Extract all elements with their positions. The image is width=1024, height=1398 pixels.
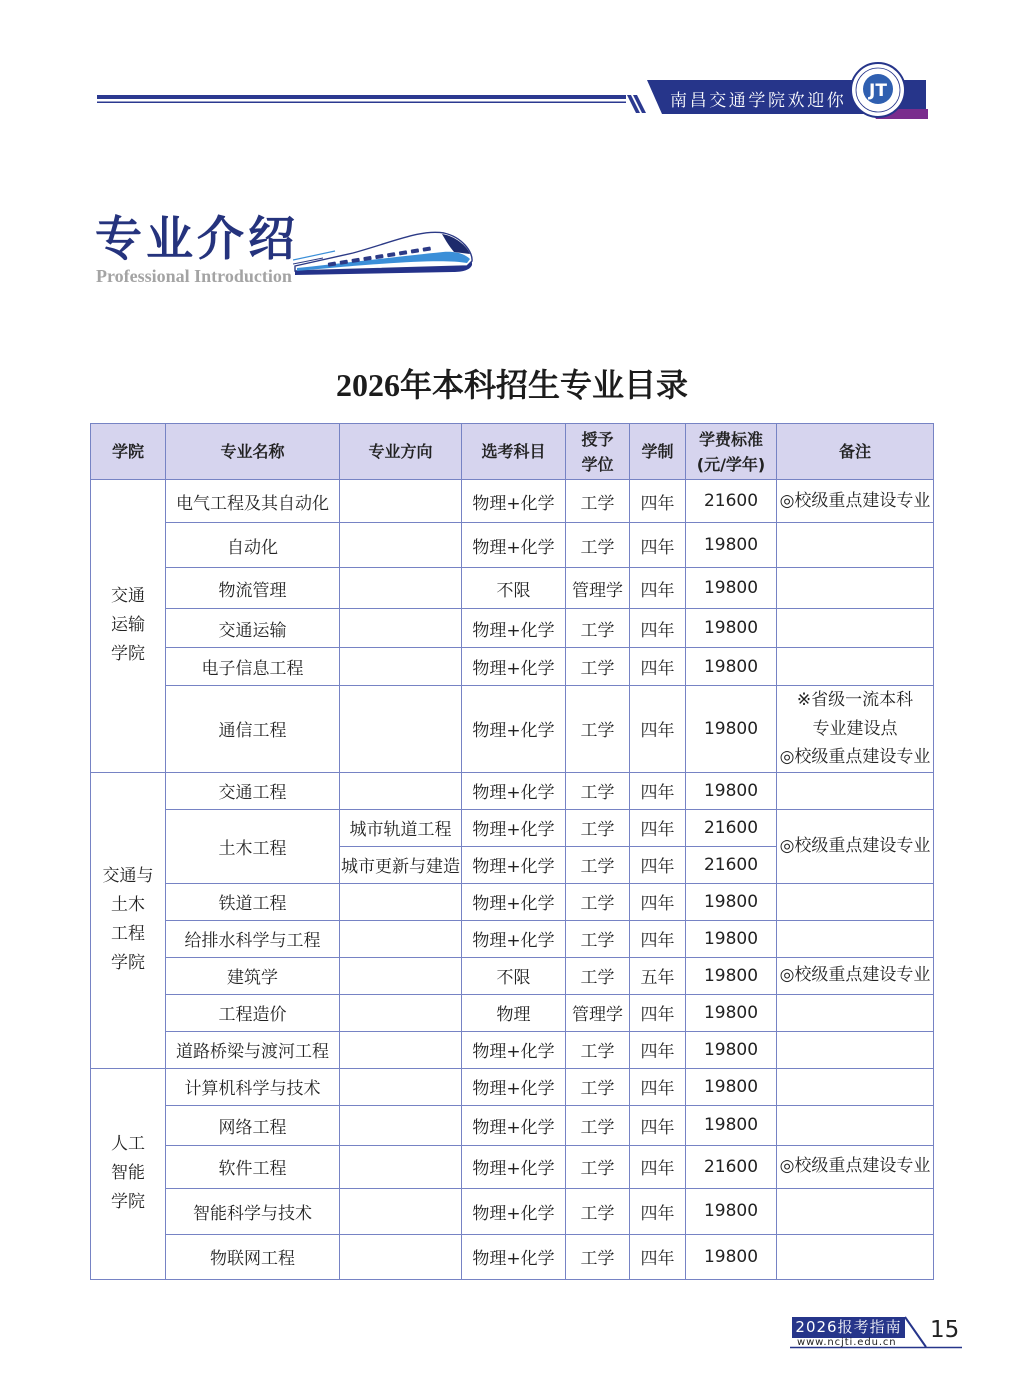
- major-direction: [340, 883, 462, 920]
- elective-subjects: 物理+化学: [462, 609, 566, 648]
- major-direction: [340, 994, 462, 1031]
- elective-subjects: 物理+化学: [462, 1145, 566, 1188]
- table-row: [91, 994, 934, 1031]
- major-name: 给排水科学与工程: [166, 920, 340, 957]
- college-name-line: 智能: [111, 1163, 145, 1183]
- tuition: 19800: [686, 994, 777, 1031]
- tuition: 19800: [686, 1068, 777, 1105]
- elective-subjects: 物理: [462, 994, 566, 1031]
- note: [777, 523, 934, 568]
- degree: 工学: [566, 957, 630, 994]
- note: [777, 883, 934, 920]
- degree: 工学: [566, 846, 630, 883]
- note-line: ◎校级重点建设专业: [779, 1156, 931, 1177]
- note: [777, 957, 934, 994]
- header-rule-thin: [97, 102, 626, 104]
- elective-subjects: 物理+化学: [462, 1031, 566, 1068]
- duration: 四年: [630, 1234, 686, 1279]
- duration: 五年: [630, 957, 686, 994]
- tuition: 19800: [686, 1105, 777, 1145]
- note: [777, 1145, 934, 1188]
- catalog-title: 2026年本科招生专业目录: [335, 367, 688, 403]
- tuition: 19800: [686, 523, 777, 568]
- degree: 工学: [566, 809, 630, 846]
- tuition: 19800: [686, 957, 777, 994]
- elective-subjects: 物理+化学: [462, 772, 566, 809]
- table-row: [91, 568, 934, 609]
- degree: 工学: [566, 883, 630, 920]
- note-line: ※省级一流本科: [796, 690, 914, 710]
- note: [777, 686, 934, 773]
- major-name: 电气工程及其自动化: [166, 480, 340, 523]
- duration: 四年: [630, 994, 686, 1031]
- degree: 管理学: [566, 994, 630, 1031]
- table-row: [91, 809, 934, 846]
- note: [777, 772, 934, 809]
- table-row: [91, 523, 934, 568]
- table-row: [91, 609, 934, 648]
- note: [777, 1188, 934, 1234]
- duration: 四年: [630, 609, 686, 648]
- major-direction: [340, 686, 462, 773]
- col-header-college: 学院: [91, 424, 166, 480]
- elective-subjects: 物理+化学: [462, 1188, 566, 1234]
- note: [777, 809, 934, 883]
- college-name-line: 交通: [111, 586, 145, 607]
- elective-subjects: 不限: [462, 957, 566, 994]
- logo-monogram: JT: [869, 81, 887, 101]
- duration: 四年: [630, 1068, 686, 1105]
- tuition: 21600: [686, 480, 777, 523]
- major-name: 网络工程: [166, 1105, 340, 1145]
- elective-subjects: 物理+化学: [462, 648, 566, 686]
- major-name: 计算机科学与技术: [166, 1068, 340, 1105]
- elective-subjects: 物理+化学: [462, 1068, 566, 1105]
- elective-subjects: 物理+化学: [462, 480, 566, 523]
- header-rule-thick: [97, 95, 626, 99]
- note-line: ◎校级重点建设专业: [779, 747, 931, 767]
- note: [777, 568, 934, 609]
- college-cell: [91, 772, 166, 1068]
- elective-subjects: 物理+化学: [462, 686, 566, 773]
- tuition: 19800: [686, 686, 777, 773]
- table-row: [91, 686, 934, 773]
- major-direction: [340, 957, 462, 994]
- college-name-line: 工程: [111, 924, 145, 944]
- col-header-note: 备注: [777, 424, 934, 480]
- website-url: www.ncjti.edu.cn: [797, 1337, 897, 1348]
- section-title: 专业介绍: [95, 212, 299, 267]
- col-header-degree-line: 学位: [581, 454, 614, 474]
- table-row: [91, 920, 934, 957]
- major-direction: [340, 1188, 462, 1234]
- tuition: 19800: [686, 648, 777, 686]
- degree: 工学: [566, 686, 630, 773]
- duration: 四年: [630, 686, 686, 773]
- major-name: 建筑学: [166, 957, 340, 994]
- table-row: [91, 1188, 934, 1234]
- major-name: 道路桥梁与渡河工程: [166, 1031, 340, 1068]
- degree: 工学: [566, 609, 630, 648]
- col-header-duration: 学制: [630, 424, 686, 480]
- note: [777, 994, 934, 1031]
- duration: 四年: [630, 480, 686, 523]
- table-header-row: [91, 424, 934, 480]
- section-subtitle: Professional Introduction: [96, 266, 292, 286]
- duration: 四年: [630, 648, 686, 686]
- elective-subjects: 物理+化学: [462, 846, 566, 883]
- table-row: [91, 772, 934, 809]
- note: [777, 648, 934, 686]
- duration: 四年: [630, 1105, 686, 1145]
- table-row: [91, 957, 934, 994]
- degree: 工学: [566, 480, 630, 523]
- table-row: [91, 883, 934, 920]
- duration: 四年: [630, 568, 686, 609]
- tuition: 19800: [686, 1031, 777, 1068]
- college-name-line: 人工: [111, 1134, 145, 1154]
- note-line: ◎校级重点建设专业: [779, 835, 931, 856]
- tuition: 19800: [686, 920, 777, 957]
- degree: 工学: [566, 1188, 630, 1234]
- guide-label: 2026报考指南: [792, 1317, 905, 1338]
- elective-subjects: 物理+化学: [462, 523, 566, 568]
- major-direction: [340, 609, 462, 648]
- col-header-tuition-line: (元/学年): [696, 454, 766, 474]
- college-name-line: 学院: [111, 644, 145, 665]
- degree: 工学: [566, 1068, 630, 1105]
- table-row: [91, 480, 934, 523]
- major-name: 智能科学与技术: [166, 1188, 340, 1234]
- tuition: 19800: [686, 1234, 777, 1279]
- college-name-line: 交通与: [102, 866, 154, 886]
- degree: 工学: [566, 1031, 630, 1068]
- major-direction: [340, 1068, 462, 1105]
- major-direction: [340, 1031, 462, 1068]
- degree: 工学: [566, 523, 630, 568]
- major-name: 物流管理: [166, 568, 340, 609]
- elective-subjects: 物理+化学: [462, 920, 566, 957]
- major-name: 铁道工程: [166, 883, 340, 920]
- elective-subjects: 物理+化学: [462, 809, 566, 846]
- col-header-tuition-line: 学费标准: [698, 429, 763, 449]
- major-direction: [340, 1145, 462, 1188]
- duration: 四年: [630, 772, 686, 809]
- tuition: 21600: [686, 846, 777, 883]
- col-header-major: 专业名称: [166, 424, 340, 480]
- tuition: 21600: [686, 1145, 777, 1188]
- header-banner: [0, 0, 1024, 130]
- col-header-degree-line: 授予: [581, 429, 614, 449]
- school-logo: [851, 63, 905, 117]
- major-direction: [340, 920, 462, 957]
- major-direction: [340, 648, 462, 686]
- elective-subjects: 不限: [462, 568, 566, 609]
- major-direction: [340, 1234, 462, 1279]
- page-number: 15: [930, 1317, 960, 1343]
- note: [777, 1105, 934, 1145]
- duration: 四年: [630, 920, 686, 957]
- major-direction: [340, 523, 462, 568]
- degree: 管理学: [566, 568, 630, 609]
- note: [777, 1234, 934, 1279]
- table-row: [91, 648, 934, 686]
- tuition: 19800: [686, 609, 777, 648]
- college-cell: [91, 1068, 166, 1279]
- major-name: 交通工程: [166, 772, 340, 809]
- major-name: 工程造价: [166, 994, 340, 1031]
- note: [777, 480, 934, 523]
- degree: 工学: [566, 920, 630, 957]
- major-name: 软件工程: [166, 1145, 340, 1188]
- duration: 四年: [630, 1188, 686, 1234]
- note-line: 专业建设点: [812, 718, 898, 739]
- degree: 工学: [566, 772, 630, 809]
- train-illustration: [293, 224, 475, 276]
- table-row: [91, 1145, 934, 1188]
- tuition: 21600: [686, 809, 777, 846]
- major-name: 通信工程: [166, 686, 340, 773]
- degree: 工学: [566, 648, 630, 686]
- duration: 四年: [630, 809, 686, 846]
- elective-subjects: 物理+化学: [462, 883, 566, 920]
- tuition: 19800: [686, 883, 777, 920]
- catalog-table: [90, 423, 934, 1280]
- elective-subjects: 物理+化学: [462, 1105, 566, 1145]
- major-direction: 城市轨道工程: [340, 809, 462, 846]
- duration: 四年: [630, 846, 686, 883]
- degree: 工学: [566, 1234, 630, 1279]
- elective-subjects: 物理+化学: [462, 1234, 566, 1279]
- college-cell: [91, 480, 166, 773]
- major-name: 电子信息工程: [166, 648, 340, 686]
- col-header-tuition: [686, 424, 777, 480]
- table-row: [91, 1031, 934, 1068]
- college-name-line: 运输: [111, 615, 145, 636]
- duration: 四年: [630, 523, 686, 568]
- table-row: [91, 1068, 934, 1105]
- major-name: 自动化: [166, 523, 340, 568]
- col-header-degree: [566, 424, 630, 480]
- note-line: ◎校级重点建设专业: [779, 490, 931, 511]
- major-direction: [340, 772, 462, 809]
- tuition: 19800: [686, 1188, 777, 1234]
- major-direction: [340, 480, 462, 523]
- major-name: 土木工程: [166, 809, 340, 883]
- col-header-direction: 专业方向: [340, 424, 462, 480]
- note: [777, 1068, 934, 1105]
- degree: 工学: [566, 1145, 630, 1188]
- degree: 工学: [566, 1105, 630, 1145]
- duration: 四年: [630, 1145, 686, 1188]
- college-name-line: 学院: [111, 953, 145, 973]
- table-row: [91, 1105, 934, 1145]
- major-name: 物联网工程: [166, 1234, 340, 1279]
- college-name-line: 土木: [111, 895, 145, 915]
- note: [777, 920, 934, 957]
- major-direction: 城市更新与建造: [340, 846, 462, 883]
- duration: 四年: [630, 883, 686, 920]
- major-direction: [340, 568, 462, 609]
- duration: 四年: [630, 1031, 686, 1068]
- col-header-subjects: 选考科目: [462, 424, 566, 480]
- note-line: ◎校级重点建设专业: [779, 965, 931, 986]
- note: [777, 609, 934, 648]
- banner-welcome-text: 南昌交通学院欢迎你: [670, 91, 847, 111]
- tuition: 19800: [686, 772, 777, 809]
- tuition: 19800: [686, 568, 777, 609]
- college-name-line: 学院: [111, 1192, 145, 1212]
- note: [777, 1031, 934, 1068]
- major-direction: [340, 1105, 462, 1145]
- table-row: [91, 1234, 934, 1279]
- major-name: 交通运输: [166, 609, 340, 648]
